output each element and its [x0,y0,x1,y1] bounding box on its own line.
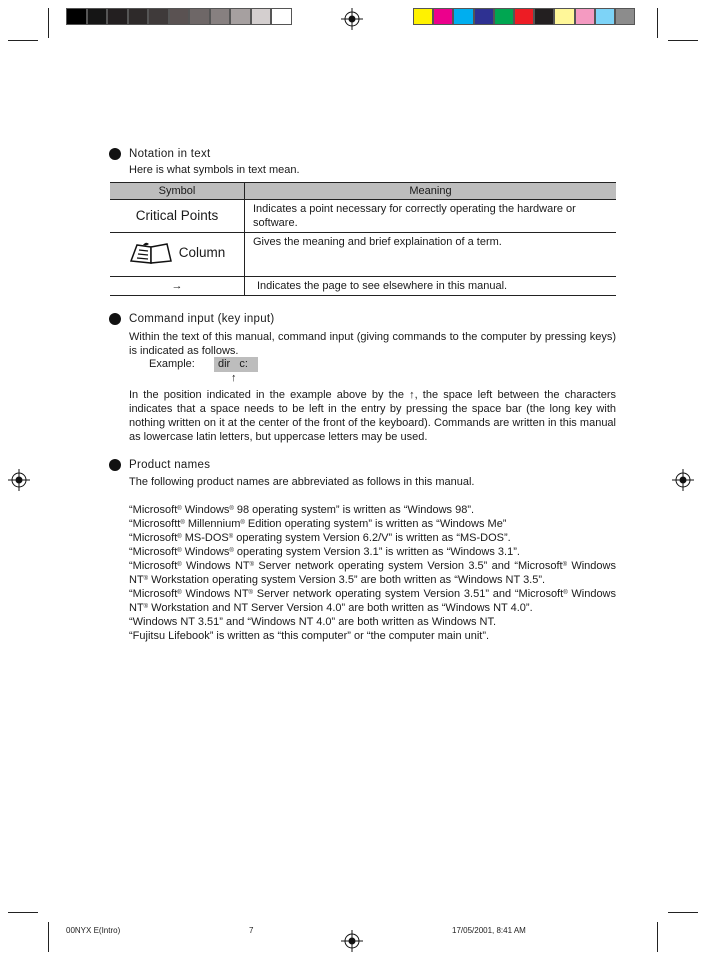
crop-mark [657,8,658,38]
table-row [110,200,616,233]
products-intro: The following product names are abbreviated as follows in this manual. [129,476,475,488]
section-heading-notation: Notation in text [129,148,211,160]
footer-filename: 00NYX E(Intro) [66,926,121,935]
meaning-cell: Gives the meaning and brief explaination of a term. [245,233,617,277]
color-swatch [575,8,595,25]
color-swatch [554,8,574,25]
color-swatch [595,8,615,25]
product-name-line: “Microsoft® MS-DOS® operating system Version 6.2/V” is written as “MS-DOS”. [129,532,511,544]
section-bullet [109,313,121,325]
section-bullet [109,459,121,471]
product-name-line: “Microsoftt® Millennium® Edition operating system” is written as “Windows Me” [129,518,507,530]
color-swatch [230,8,251,25]
color-swatch [433,8,453,25]
meaning-cell: Indicates a point necessary for correctly operating the hardware or software. [245,200,617,233]
symbol-critical-points: Critical Points [110,200,245,233]
open-book-icon [129,241,173,265]
footer-page-number: 7 [249,926,254,935]
color-swatch [107,8,128,25]
crop-mark [8,40,38,41]
color-swatch [453,8,473,25]
color-swatch [615,8,635,25]
color-swatch [514,8,534,25]
footer-timestamp: 17/05/2001, 8:41 AM [452,926,526,935]
color-swatch [169,8,190,25]
color-swatch [251,8,272,25]
crop-mark [8,912,38,913]
crop-mark [48,922,49,952]
example-command: dir c: [214,357,258,372]
product-name-line: “Microsoft® Windows NT® Server network operating system Version 3.5” and “Microsoft® Windows NT® Workstation operating system Version 3.5” are both written as “Windows NT 3.5”. [129,560,616,586]
color-swatch [148,8,169,25]
registration-mark-icon [672,469,694,491]
column-header-meaning: Meaning [245,183,617,200]
product-name-line: “Microsoft® Windows® 98 operating system” is written as “Windows 98”. [129,504,475,516]
notation-intro: Here is what symbols in text mean. [129,164,300,176]
section-heading-command: Command input (key input) [129,313,275,325]
symbol-column-cell [110,233,245,277]
registration-mark-icon [341,8,363,30]
symbol-column-label: Column [178,244,226,260]
symbol-table [110,182,616,296]
meaning-cell: Indicates the page to see elsewhere in this manual. [245,277,617,296]
crop-mark [657,922,658,952]
crop-mark [48,8,49,38]
table-row [110,277,616,296]
column-header-symbol: Symbol [110,183,245,200]
color-swatch [189,8,210,25]
color-swatch [66,8,87,25]
color-swatch [128,8,149,25]
registration-mark-icon [341,930,363,952]
color-swatch [210,8,231,25]
color-swatch [413,8,433,25]
product-name-line: “Windows NT 3.51” and “Windows NT 4.0” are both written as Windows NT. [129,616,497,628]
color-swatch [494,8,514,25]
registration-mark-icon [8,469,30,491]
product-name-line: “Fujitsu Lifebook” is written as “this computer” or “the computer main unit”. [129,630,490,642]
section-bullet [109,148,121,160]
color-swatch [534,8,554,25]
table-row [110,233,616,277]
color-swatch [474,8,494,25]
product-name-line: “Microsoft® Windows NT® Server network operating system Version 3.51” and “Microsoft® Windows NT® Workstation and NT Server Version 4.0” are both written as “Windows NT 4.0”. [129,588,617,614]
color-swatch [87,8,108,25]
command-paragraph-2: In the position indicated in the example above by the ↑, the space left between the characters indicates that a space needs to be left in the entry by pressing the space bar (the long key with nothing written on it at the center of the front of the keyboard). Commands are written in this manual as lowercase latin letters, but uppercase letters may be used. [129,389,616,443]
space-indicator-arrow: ↑ [231,372,237,384]
product-name-list [129,503,616,643]
example-label: Example: [149,358,195,370]
product-name-line: “Microsoft® Windows® operating system Version 3.1” is written as “Windows 3.1”. [129,546,520,558]
section-heading-products: Product names [129,459,211,471]
crop-mark [668,912,698,913]
crop-mark [668,40,698,41]
command-paragraph-1: Within the text of this manual, command input (giving commands to the computer by pressing keys) is indicated as follows. [129,331,616,357]
symbol-arrow: → [110,277,245,296]
color-swatch [271,8,292,25]
